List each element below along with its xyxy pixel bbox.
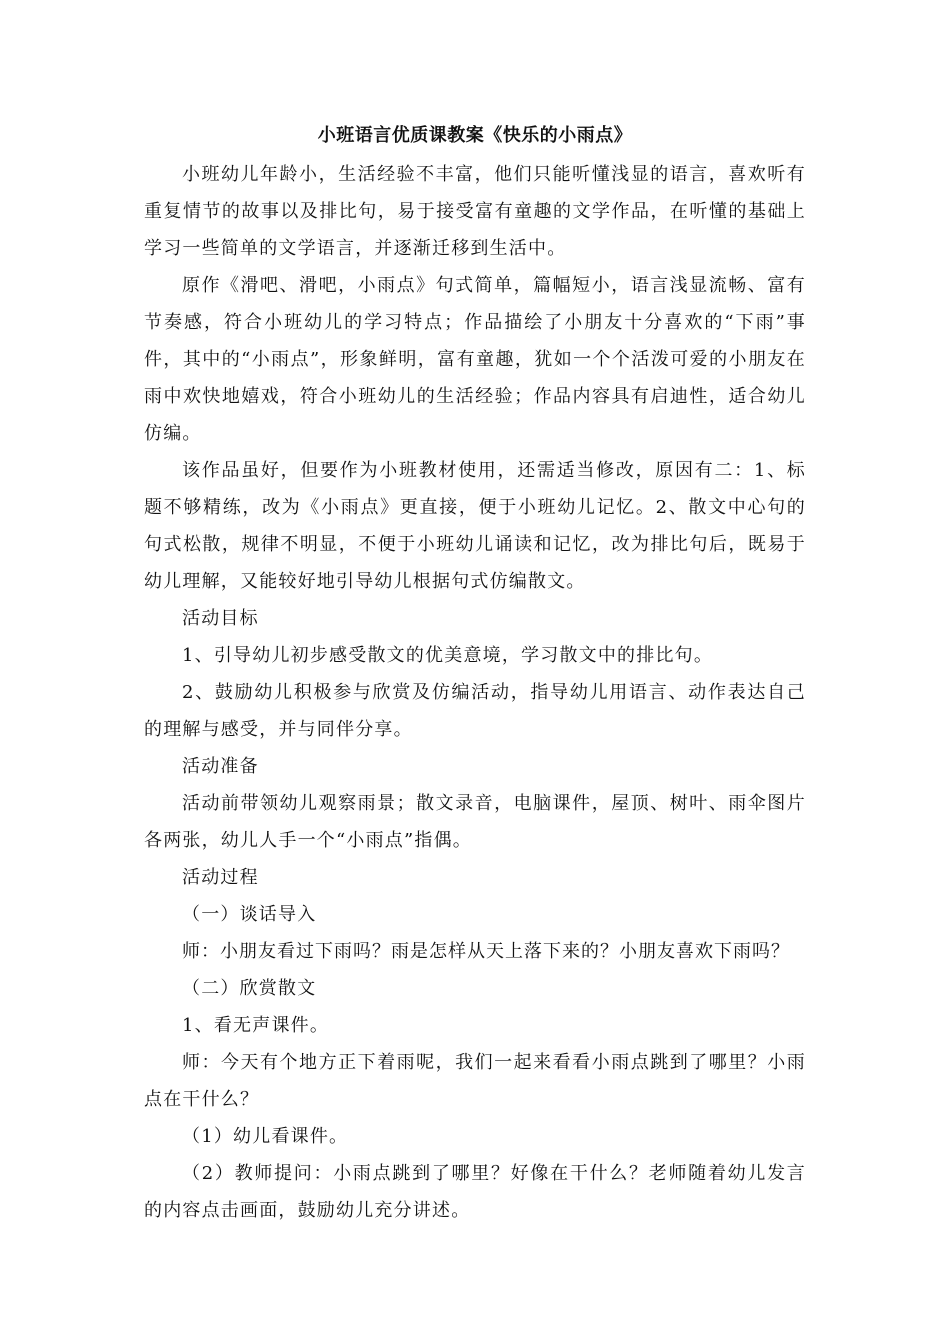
subheading-appreciation: （二）欣赏散文 xyxy=(182,978,317,999)
paragraph-teacher-question-1: 师：小朋友看过下雨吗？雨是怎样从天上落下来的？小朋友喜欢下雨吗？ xyxy=(182,941,790,962)
goal-item-2: 2、鼓励幼儿积极参与欣赏及仿编活动，指导幼儿用语言、动作表达自己的理解与感受，并与同伴分享。 xyxy=(144,682,806,740)
section-heading-process: 活动过程 xyxy=(182,867,259,888)
paragraph-preparation: 活动前带领幼儿观察雨景；散文录音，电脑课件，屋顶、树叶、雨伞图片各两张，幼儿人手一个“小雨点”指偶。 xyxy=(144,793,806,851)
step-watch-courseware: （1）幼儿看课件。 xyxy=(182,1126,349,1147)
goal-item-1: 1、引导幼儿初步感受散文的优美意境，学习散文中的排比句。 xyxy=(182,645,714,666)
step-silent-courseware: 1、看无声课件。 xyxy=(182,1015,330,1036)
document-title: 小班语言优质课教案《快乐的小雨点》 xyxy=(317,125,633,146)
step-teacher-asks: （2）教师提问：小雨点跳到了哪里？好像在干什么？老师随着幼儿发言的内容点击画面，鼓励幼儿充分讲述。 xyxy=(144,1163,806,1221)
section-heading-preparation: 活动准备 xyxy=(182,756,259,777)
document-body xyxy=(144,122,806,1229)
paragraph-teacher-question-2: 师：今天有个地方正下着雨呢，我们一起来看看小雨点跳到了哪里？小雨点在干什么？ xyxy=(144,1052,806,1110)
paragraph-original-work: 原作《滑吧、滑吧，小雨点》句式简单，篇幅短小，语言浅显流畅、富有节奏感，符合小班幼儿的学习特点；作品描绘了小朋友十分喜欢的“下雨”事件，其中的“小雨点”，形象鲜明，富有童趣，犹如一个个活泼可爱的小朋友在雨中欢快地嬉戏，符合小班幼儿的生活经验；作品内容具有启迪性，适合幼儿仿编。 xyxy=(144,275,806,444)
paragraph-intro: 小班幼儿年龄小，生活经验不丰富，他们只能听懂浅显的语言，喜欢听有重复情节的故事以及排比句，易于接受富有童趣的文学作品，在听懂的基础上学习一些简单的文学语言，并逐渐迁移到生活中。 xyxy=(144,164,806,259)
paragraph-modification: 该作品虽好，但要作为小班教材使用，还需适当修改，原因有二：1、标题不够精练，改为《小雨点》更直接，便于小班幼儿记忆。2、散文中心句的句式松散，规律不明显，不便于小班幼儿诵读和记忆，改为排比句后，既易于幼儿理解，又能较好地引导幼儿根据句式仿编散文。 xyxy=(144,460,806,592)
section-heading-goals: 活动目标 xyxy=(182,608,259,629)
subheading-introduction: （一）谈话导入 xyxy=(182,904,317,925)
